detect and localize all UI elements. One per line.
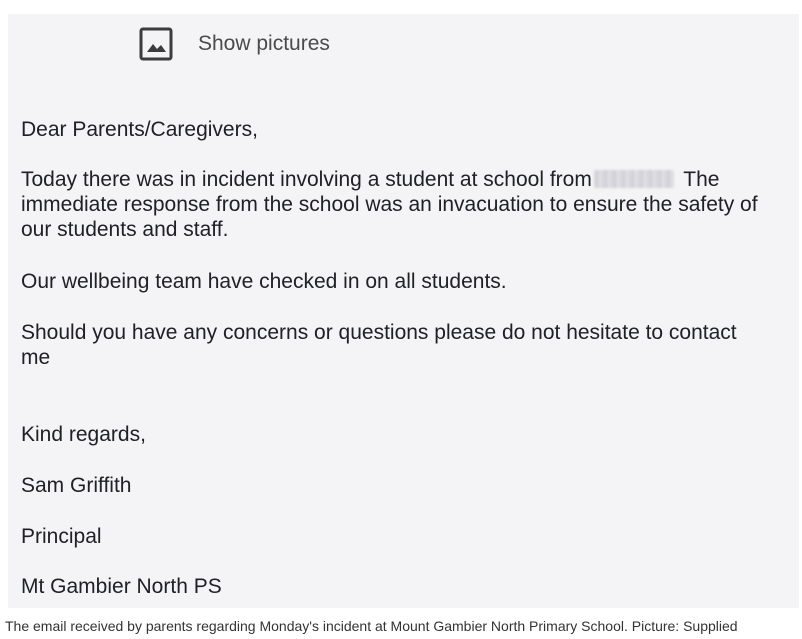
email-panel: [8, 14, 799, 608]
email-greeting: Dear Parents/Caregivers,: [21, 118, 258, 141]
email-signoff: Kind regards,: [21, 423, 146, 446]
email-paragraph-contact: Should you have any concerns or questions please do not hesitate to contact me: [21, 321, 737, 369]
incident-text-end: The immediate response from the school was an invacuation to ensure the safety of our students and staff.: [21, 168, 758, 241]
incident-text-start: Today there was in incident involving a student at school from: [21, 168, 592, 191]
sender-title: Principal: [21, 525, 102, 548]
email-paragraph-wellbeing: Our wellbeing team have checked in on all students.: [21, 270, 507, 293]
redacted-text: [594, 170, 674, 188]
show-pictures-button[interactable]: [138, 26, 330, 62]
show-pictures-label: Show pictures: [198, 32, 330, 55]
image-icon: [138, 26, 174, 62]
sender-school: Mt Gambier North PS: [21, 575, 222, 598]
email-paragraph-incident: [21, 167, 791, 242]
sender-name: Sam Griffith: [21, 474, 132, 497]
image-caption: The email received by parents regarding Monday's incident at Mount Gambier North Primary School. Picture: Supplied: [5, 618, 738, 634]
